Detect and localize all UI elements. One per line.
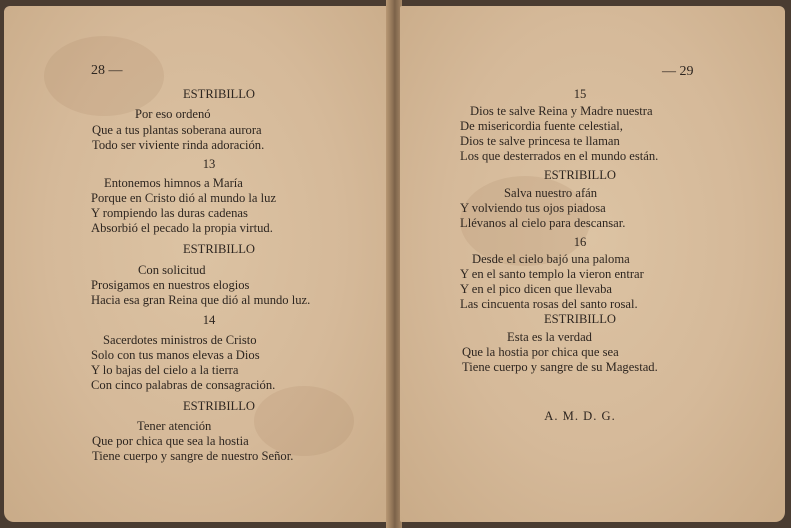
verse-line: Con solicitud (138, 263, 206, 277)
verse-line: Todo ser viviente rinda adoración. (92, 138, 265, 152)
refrain-heading: ESTRIBILLO (182, 242, 256, 256)
verse-line: Hacia esa gran Reina que dió al mundo luz. (91, 293, 311, 307)
verse-line: Y volviendo tus ojos piadosa (460, 201, 606, 215)
verse-line: Las cincuenta rosas del santo rosal. (460, 297, 638, 311)
refrain-heading: ESTRIBILLO (182, 87, 256, 101)
stanza-number: 13 (202, 157, 216, 171)
verse-line: Por eso ordenó (135, 107, 211, 121)
verse-line: Dios te salve Reina y Madre nuestra (470, 104, 653, 118)
verse-line: Los que desterrados en el mundo están. (460, 149, 659, 163)
stanza-number: 16 (573, 235, 587, 249)
verse-line: Que la hostia por chica que sea (462, 345, 619, 359)
right-page (400, 6, 785, 522)
page-number: — 29 (662, 64, 694, 79)
verse-line: Y en el pico dicen que llevaba (460, 282, 612, 296)
verse-line: Salva nuestro afán (504, 186, 598, 200)
verse-line: Absorbió el pecado la propia virtud. (91, 221, 273, 235)
verse-line: Y rompiendo las duras cadenas (91, 206, 248, 220)
verse-line: Que a tus plantas soberana aurora (92, 123, 262, 137)
verse-line: De misericordia fuente celestial, (460, 119, 623, 133)
verse-line: Dios te salve princesa te llaman (460, 134, 620, 148)
left-page (4, 6, 388, 522)
paper-stain (254, 386, 354, 456)
verse-line: Sacerdotes ministros de Cristo (103, 333, 257, 347)
verse-line: Y lo bajas del cielo a la tierra (91, 363, 239, 377)
verse-line: Con cinco palabras de consagración. (91, 378, 276, 392)
stanza-number: 14 (202, 313, 216, 327)
page-number: 28 — (91, 63, 123, 78)
verse-line: Prosigamos en nuestros elogios (91, 278, 250, 292)
refrain-heading: ESTRIBILLO (182, 399, 256, 413)
refrain-heading: ESTRIBILLO (543, 168, 617, 182)
verse-line: Tiene cuerpo y sangre de su Magestad. (462, 360, 658, 374)
verse-line: Tiene cuerpo y sangre de nuestro Señor. (92, 449, 294, 463)
stanza-number: 15 (573, 87, 587, 101)
refrain-heading: ESTRIBILLO (543, 312, 617, 326)
verse-line: Solo con tus manos elevas a Dios (91, 348, 260, 362)
verse-line: Tener atención (137, 419, 212, 433)
verse-line: Esta es la verdad (507, 330, 592, 344)
verse-line: Entonemos himnos a María (104, 176, 243, 190)
verse-line: Porque en Cristo dió al mundo la luz (91, 191, 277, 205)
footer-initials: A. M. D. G. (544, 409, 616, 423)
verse-line: Que por chica que sea la hostia (92, 434, 249, 448)
verse-line: Desde el cielo bajó una paloma (472, 252, 630, 266)
verse-line: Llévanos al cielo para descansar. (460, 216, 626, 230)
verse-line: Y en el santo templo la vieron entrar (460, 267, 644, 281)
